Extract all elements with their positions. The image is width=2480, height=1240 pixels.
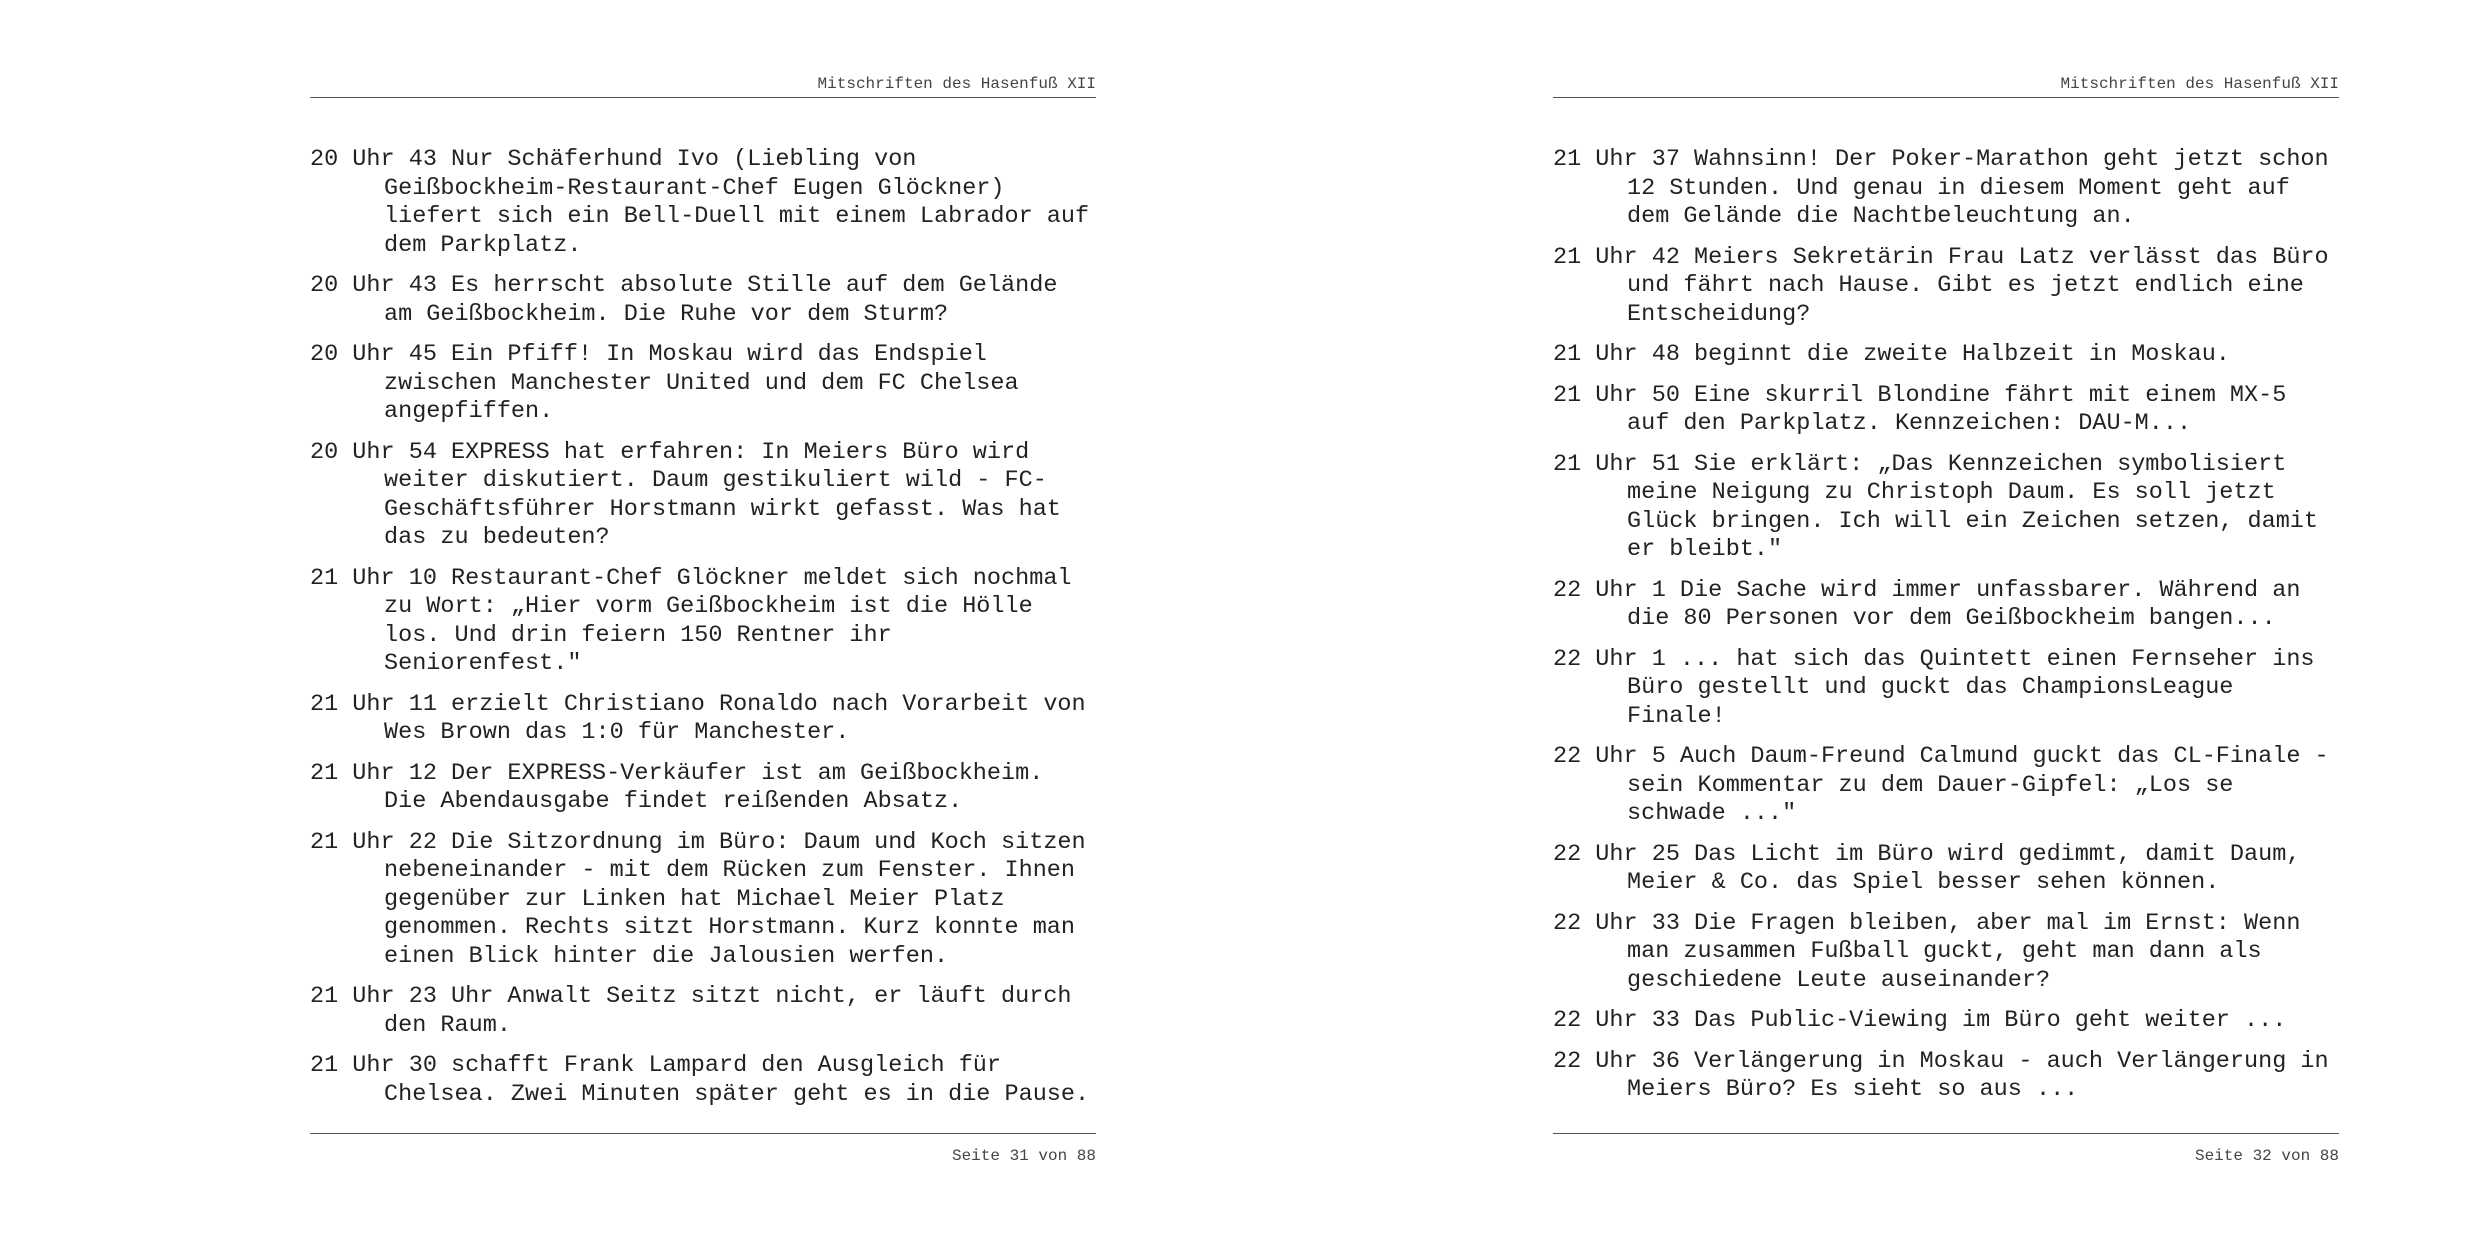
log-entry: 22 Uhr 33 Die Fragen bleiben, aber mal im Ernst: Wenn man zusammen Fußball guckt, geht man dann als geschiedene Leute auseinander? <box>1553 909 2301 994</box>
log-entry: 21 Uhr 11 erzielt Christiano Ronaldo nach Vorarbeit von Wes Brown das 1:0 für Manchester. <box>310 690 1086 746</box>
header-rule <box>1553 97 2339 98</box>
log-entry: 22 Uhr 36 Verlängerung in Moskau - auch Verlängerung in Meiers Büro? Es sieht so aus ... <box>1553 1047 2329 1103</box>
log-entry: 21 Uhr 22 Die Sitzordnung im Büro: Daum und Koch sitzen nebeneinander - mit dem Rücken zum Fenster. Ihnen gegenüber zur Linken hat Michael Meier Platz genommen. Rechts sitzt Horstmann. Kurz konnte man einen Blick hinter die Jalousien werfen. <box>310 828 1086 970</box>
log-entry: 22 Uhr 25 Das Licht im Büro wird gedimmt, damit Daum, Meier & Co. das Spiel besser sehen können. <box>1553 840 2301 896</box>
log-entry: 20 Uhr 54 EXPRESS hat erfahren: In Meiers Büro wird weiter diskutiert. Daum gestikuliert wild - FC-Geschäftsführer Horstmann wirkt gefasst. Was hat das zu bedeuten? <box>310 438 1061 551</box>
log-entry: 20 Uhr 43 Nur Schäferhund Ivo (Liebling von Geißbockheim-Restaurant-Chef Eugen Glöckner) liefert sich ein Bell-Duell mit einem Labrador auf dem Parkplatz. <box>310 146 1090 259</box>
page-header: Mitschriften des Hasenfuß XII <box>817 75 1096 93</box>
entry-list <box>1553 146 2339 1117</box>
log-entry: 20 Uhr 43 Es herrscht absolute Stille auf dem Gelände am Geißbockheim. Die Ruhe vor dem Sturm? <box>310 272 1058 328</box>
footer-rule <box>310 1133 1096 1134</box>
log-entry: 21 Uhr 12 Der EXPRESS-Verkäufer ist am Geißbockheim. Die Abendausgabe findet reißenden Absatz. <box>310 759 1044 815</box>
entry-list <box>310 146 1096 1121</box>
log-entry: 21 Uhr 30 schafft Frank Lampard den Ausgleich für Chelsea. Zwei Minuten später geht es in die Pause. <box>310 1052 1090 1108</box>
page-number: Seite 31 von 88 <box>951 1147 1096 1165</box>
header-rule <box>310 97 1096 98</box>
log-entry: 22 Uhr 33 Das Public-Viewing im Büro geht weiter ... <box>1553 1007 2287 1034</box>
page-right <box>1553 0 2339 1240</box>
log-entry: 21 Uhr 42 Meiers Sekretärin Frau Latz verlässt das Büro und fährt nach Hause. Gibt es jetzt endlich eine Entscheidung? <box>1553 243 2329 328</box>
log-entry: 21 Uhr 10 Restaurant-Chef Glöckner meldet sich nochmal zu Wort: „Hier vorm Geißbockheim ist die Hölle los. Und drin feiern 150 Rentner ihr Seniorenfest." <box>310 564 1072 677</box>
page-left <box>310 0 1096 1240</box>
page-number: Seite 32 von 88 <box>2194 1147 2339 1165</box>
log-entry: 21 Uhr 48 beginnt die zweite Halbzeit in Moskau. <box>1553 341 2230 368</box>
log-entry: 21 Uhr 50 Eine skurril Blondine fährt mit einem MX-5 auf den Parkplatz. Kennzeichen: DAU-M... <box>1553 381 2287 437</box>
log-entry: 22 Uhr 5 Auch Daum-Freund Calmund guckt das CL-Finale - sein Kommentar zu dem Dauer-Gipfel: „Los se schwade ..." <box>1553 743 2329 827</box>
log-entry: 20 Uhr 45 Ein Pfiff! In Moskau wird das Endspiel zwischen Manchester United und dem FC Chelsea angepfiffen. <box>310 341 1019 425</box>
log-entry: 21 Uhr 37 Wahnsinn! Der Poker-Marathon geht jetzt schon 12 Stunden. Und genau in diesem Moment geht auf dem Gelände die Nachtbeleuchtung an. <box>1553 146 2329 230</box>
log-entry: 22 Uhr 1 ... hat sich das Quintett einen Fernseher ins Büro gestellt und guckt das ChampionsLeague Finale! <box>1553 645 2315 730</box>
log-entry: 22 Uhr 1 Die Sache wird immer unfassbarer. Während an die 80 Personen vor dem Geißbockheim bangen... <box>1553 576 2301 632</box>
page-header: Mitschriften des Hasenfuß XII <box>2060 75 2339 93</box>
footer-rule <box>1553 1133 2339 1134</box>
log-entry: 21 Uhr 23 Uhr Anwalt Seitz sitzt nicht, er läuft durch den Raum. <box>310 983 1072 1039</box>
log-entry: 21 Uhr 51 Sie erklärt: „Das Kennzeichen symbolisiert meine Neigung zu Christoph Daum. Es soll jetzt Glück bringen. Ich will ein Zeichen setzen, damit er bleibt." <box>1553 450 2319 563</box>
